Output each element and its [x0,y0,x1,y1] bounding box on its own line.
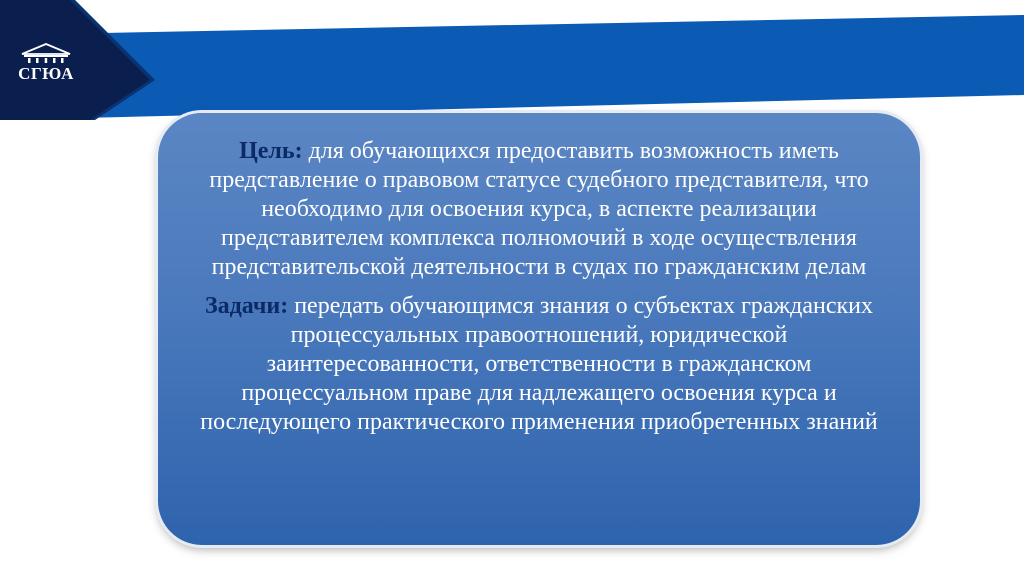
goal-paragraph [192,137,886,282]
header-banner [0,0,1024,120]
goal-label: Цель: [239,138,303,164]
logo-text: СГЮА [18,64,74,83]
tasks-label: Задачи: [205,293,289,319]
building-icon [18,42,74,64]
tasks-text: передать обучающимся знания о субъектах гражданских процессуальных правоотношений, юридической заинтересованности, ответственности в гражданском процессуальном праве для надлежащего освоения курса и последующего практического применения приобретенных знаний [200,293,878,435]
logo [10,42,82,98]
tasks-paragraph [192,292,886,437]
goal-text: для обучающихся предоставить возможность иметь представление о правовом статусе судебного представителя, что необходимо для освоения курса, в аспекте реализации представителем комплекса полномочий в ходе осуществления представительской деятельности в судах по гражданским делам [209,138,869,280]
content-text [192,137,886,447]
content-card [158,113,920,545]
